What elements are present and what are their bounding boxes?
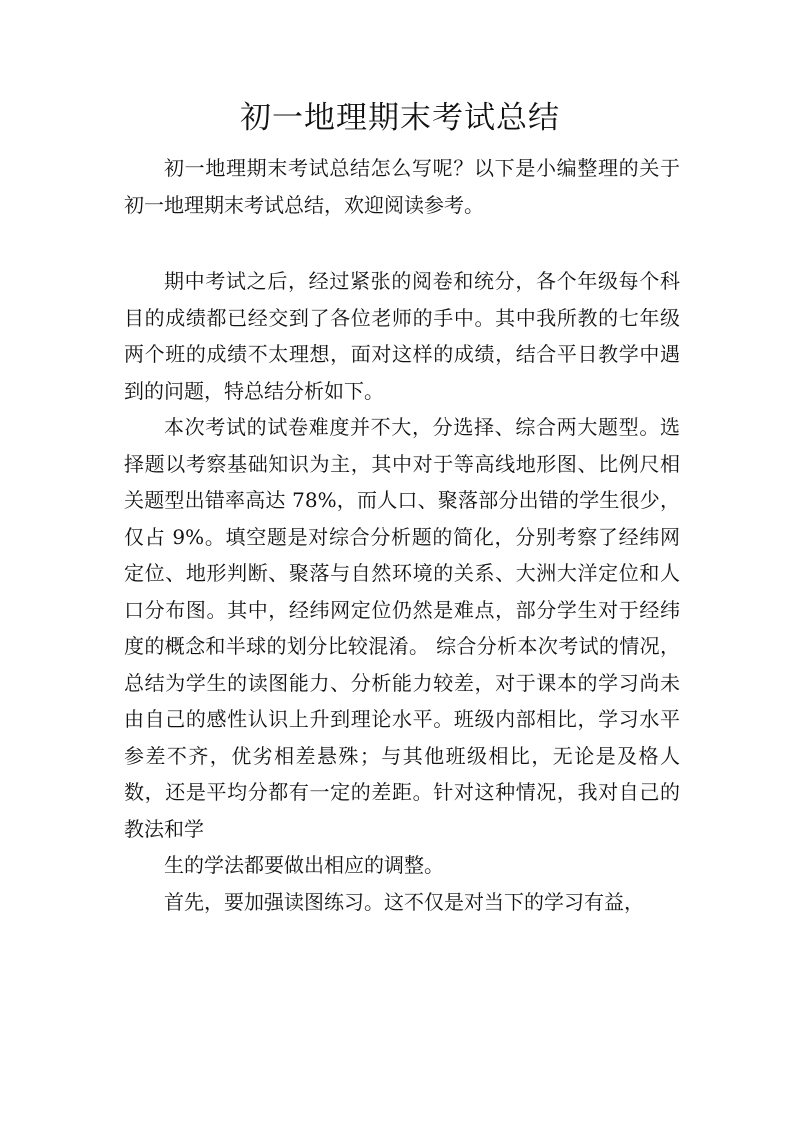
paragraph-analysis: 本次考试的试卷难度并不大，分选择、综合两大题型。选择题以考察基础知识为主，其中对于等高线地形图、比例尺相关题型出错率高达 78%，而人口、聚落部分出错的学生很少，仅占 9%。填空题是对综合分析题的简化，分别考察了经纬网定位、地形判断、聚落与自然环境的关系、大洲大洋定位和人口分布图。其中，经纬网定位仍然是难点，部分学生对于经纬度的概念和半球的划分比较混淆。 综合分析本次考试的情况，总结为学生的读图能力、分析能力较差，对于课本的学习尚未由自己的感性认识上升到理论水平。班级内部相比，学习水平参差不齐，优劣相差悬殊；与其他班级相比，无论是及格人数，还是平均分都有一定的差距。针对这种情况，我对自己的教法和学 [124, 415, 680, 841]
document-title: 初一地理期末考试总结 [240, 100, 560, 136]
paragraph-continuation: 生的学法都要做出相应的调整。 [164, 853, 444, 877]
paragraph-intro: 初一地理期末考试总结怎么写呢？以下是小编整理的关于初一地理期末考试总结，欢迎阅读参考。 [124, 156, 680, 217]
document-body [124, 150, 680, 920]
paragraph-first-measure: 首先，要加强读图练习。这不仅是对当下的学习有益， [164, 889, 644, 914]
paragraph-background: 期中考试之后，经过紧张的阅卷和统分，各个年级每个科目的成绩都已经交到了各位老师的手中。其中我所教的七年级两个班的成绩不太理想，面对这样的成绩，结合平日教学中遇到的问题，特总结分析如下。 [124, 269, 680, 403]
